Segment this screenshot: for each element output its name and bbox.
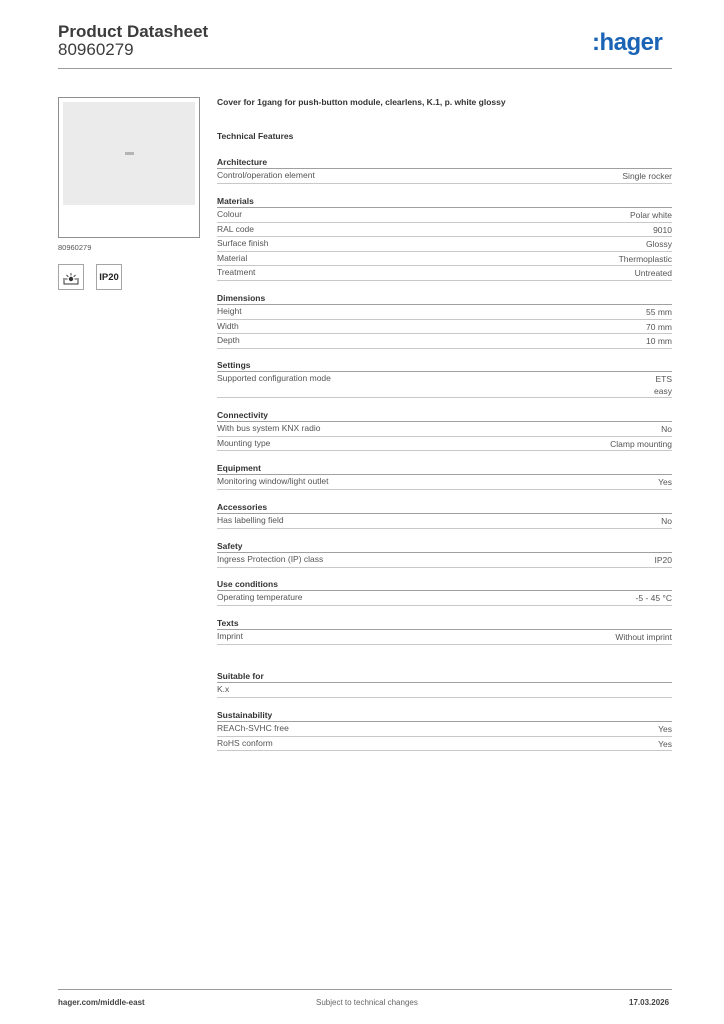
row-label: Surface finish xyxy=(217,238,269,248)
row-label: Supported configuration mode xyxy=(217,373,331,383)
product-image xyxy=(58,97,200,238)
section-title: Use conditions xyxy=(217,579,278,589)
section-title: Settings xyxy=(217,360,251,370)
row-label: REACh-SVHC free xyxy=(217,723,289,733)
table-row xyxy=(217,223,672,238)
row-value: Polar white xyxy=(629,210,672,220)
indoor-light-icon-box xyxy=(58,264,84,290)
row-label: Ingress Protection (IP) class xyxy=(217,554,324,564)
row-label: RAL code xyxy=(217,223,255,234)
row-label: Width xyxy=(217,320,239,331)
section-title: Accessories xyxy=(217,502,268,512)
row-value: 10 mm xyxy=(646,336,672,346)
row-value-secondary: easy xyxy=(654,386,672,396)
section-title: Connectivity xyxy=(217,410,269,420)
table-row xyxy=(217,372,672,398)
table-row xyxy=(217,514,672,529)
hager-logo: :hager xyxy=(592,29,663,56)
table-row xyxy=(217,334,672,349)
indoor-light-icon xyxy=(62,268,80,286)
row-label: Control/operation element xyxy=(217,170,315,180)
section-title: Dimensions xyxy=(217,293,266,303)
technical-features-heading: Technical Features xyxy=(217,131,294,141)
row-value: Without imprint xyxy=(615,632,672,642)
row-value: Glossy xyxy=(646,239,672,249)
table-row xyxy=(217,475,672,490)
section-title: Safety xyxy=(217,541,243,551)
page-title: Product Datasheet xyxy=(58,22,209,41)
ip-rating-badge: IP20 xyxy=(96,264,122,290)
row-label: Colour xyxy=(217,209,243,219)
row-label: With bus system KNX radio xyxy=(217,423,321,433)
footer-note: Subject to technical changes xyxy=(316,998,418,1007)
table-row xyxy=(217,630,672,645)
section-title: Texts xyxy=(217,618,239,628)
row-value: 9010 xyxy=(653,224,672,235)
row-value: -5 - 45 °C xyxy=(635,593,672,603)
table-row xyxy=(217,237,672,252)
footer-divider xyxy=(58,989,672,990)
row-label: RoHS conform xyxy=(217,737,273,748)
row-label: Depth xyxy=(217,335,240,345)
row-value: ETS xyxy=(655,374,672,384)
row-label: Imprint xyxy=(217,631,243,641)
row-label: Operating temperature xyxy=(217,592,303,602)
row-value: Yes xyxy=(658,724,672,734)
product-description: Cover for 1gang for push-button module, clearlens, K.1, p. white glossy xyxy=(217,97,506,107)
section-title: Architecture xyxy=(217,157,268,167)
table-row xyxy=(217,422,672,437)
table-row xyxy=(217,266,672,281)
table-row xyxy=(217,305,672,320)
row-value: 70 mm xyxy=(646,321,672,332)
product-image-cover xyxy=(63,102,195,205)
row-value: IP20 xyxy=(654,555,672,565)
table-row xyxy=(217,437,672,452)
footer-website: hager.com/middle-east xyxy=(58,998,145,1007)
table-row xyxy=(217,591,672,606)
row-value: No xyxy=(661,424,672,434)
row-label: Material xyxy=(217,252,248,263)
row-value: Clamp mounting xyxy=(610,438,672,449)
row-value: No xyxy=(661,516,672,526)
row-label: K.x xyxy=(217,684,230,694)
product-number: 80960279 xyxy=(58,40,134,59)
section-title: Equipment xyxy=(217,463,261,473)
row-value: 55 mm xyxy=(646,307,672,317)
row-label: Mounting type xyxy=(217,437,271,448)
table-row xyxy=(217,683,672,698)
row-value: Yes xyxy=(658,738,672,749)
footer-date: 17.03.2026 xyxy=(629,998,670,1007)
row-value: Yes xyxy=(658,477,672,487)
table-row xyxy=(217,722,672,737)
section-title: Suitable for xyxy=(217,671,264,681)
clearlens-indicator xyxy=(125,152,134,155)
row-label: Treatment xyxy=(217,267,256,277)
table-row xyxy=(217,320,672,335)
row-label: Has labelling field xyxy=(217,515,284,525)
table-row xyxy=(217,737,672,752)
table-row xyxy=(217,169,672,184)
section-title: Sustainability xyxy=(217,710,273,720)
image-caption: 80960279 xyxy=(58,243,92,252)
table-row xyxy=(217,252,672,267)
row-value: Untreated xyxy=(634,268,672,278)
table-row xyxy=(217,208,672,223)
header-divider xyxy=(58,68,672,69)
row-label: Height xyxy=(217,306,242,316)
row-label: Monitoring window/light outlet xyxy=(217,476,329,486)
section-title: Materials xyxy=(217,196,254,206)
table-row xyxy=(217,553,672,568)
row-value: Single rocker xyxy=(622,171,672,181)
row-value: Thermoplastic xyxy=(618,253,672,264)
